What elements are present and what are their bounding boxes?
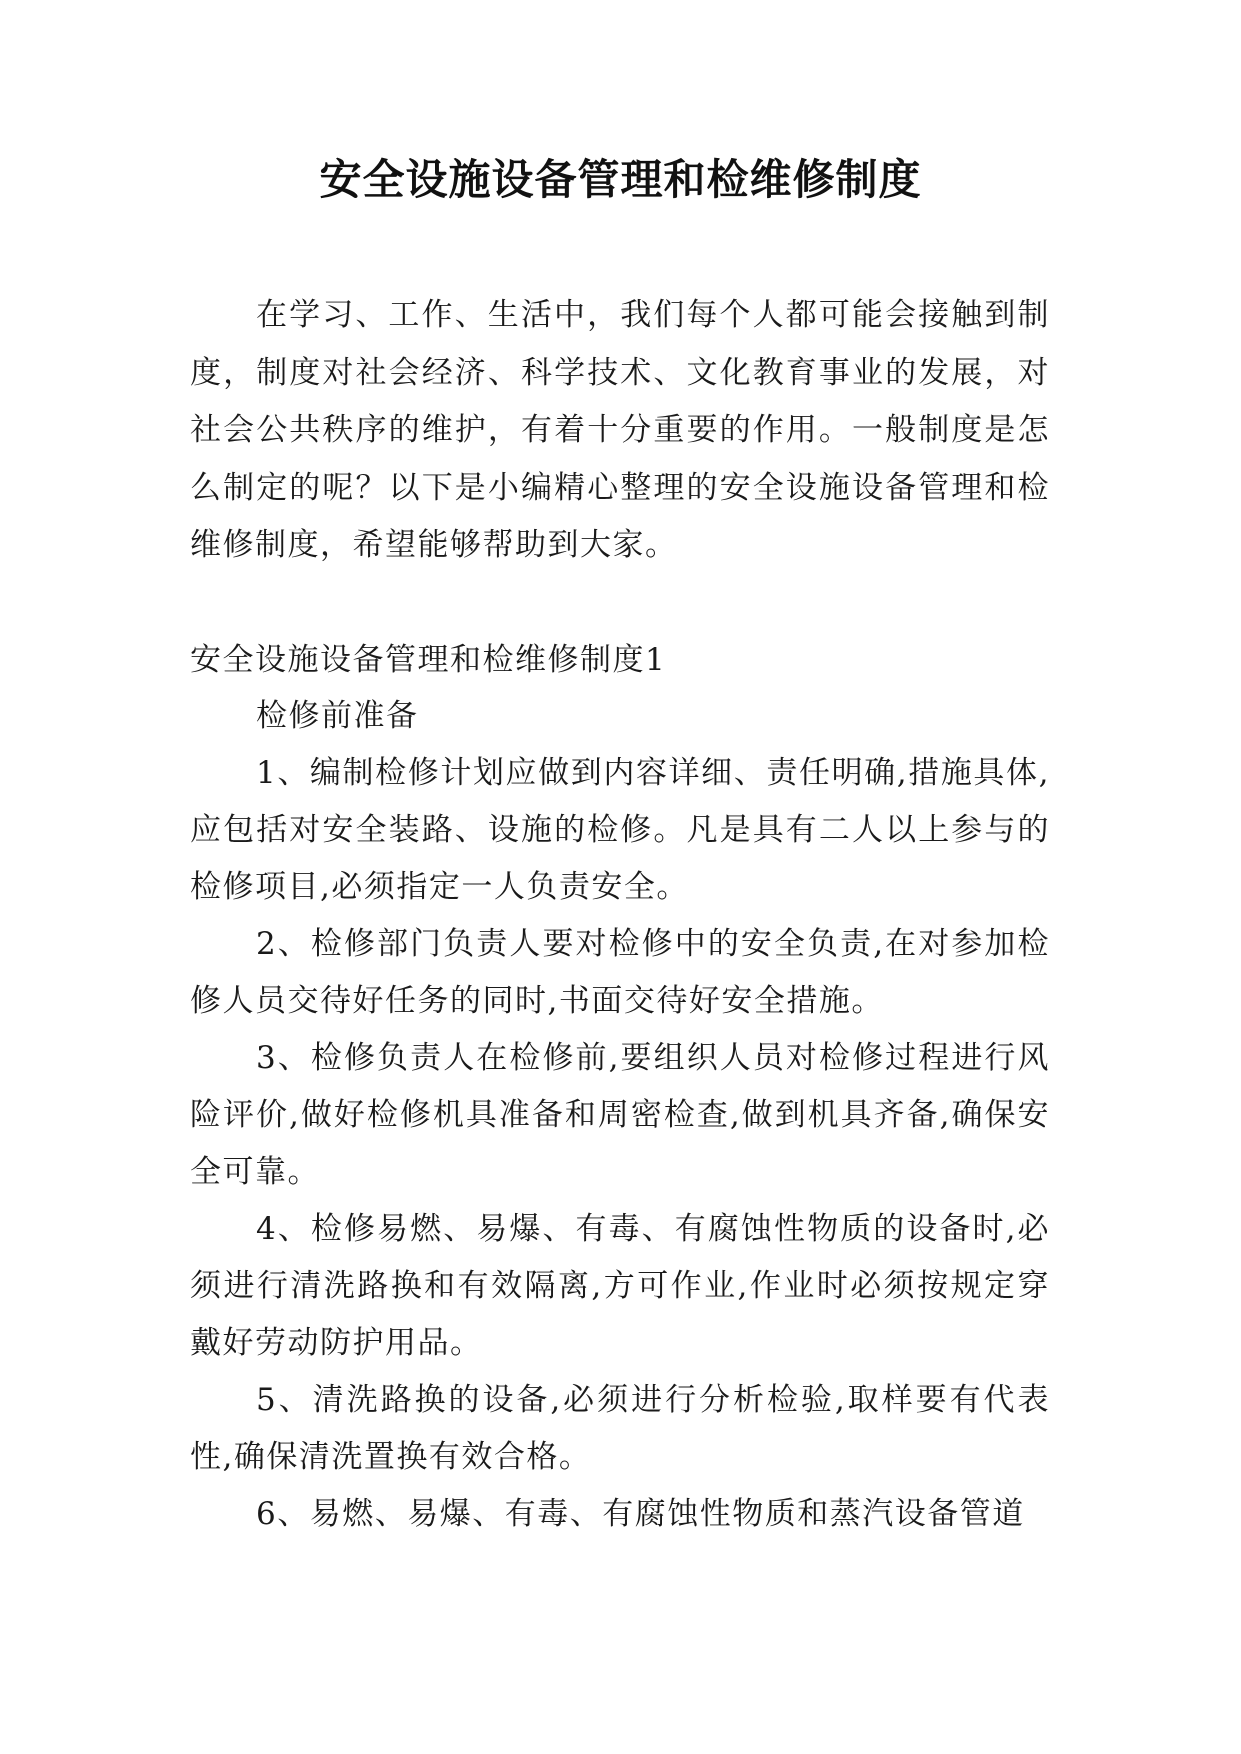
document-title: 安全设施设备管理和检维修制度: [319, 155, 922, 204]
list-item: 5、清洗路换的设备,必须进行分析检验,取样要有代表性,确保清洗置换有效合格。: [190, 1381, 1050, 1475]
list-item: 4、检修易燃、易爆、有毒、有腐蚀性物质的设备时,必须进行清洗路换和有效隔离,方可作业,作业时必须按规定穿戴好劳动防护用品。: [190, 1210, 1050, 1361]
list-item: 2、检修部门负责人要对检修中的安全负责,在对参加检修人员交待好任务的同时,书面交待好安全措施。: [190, 925, 1050, 1019]
list-item: 6、易燃、易爆、有毒、有腐蚀性物质和蒸汽设备管道: [256, 1495, 1025, 1532]
document-body: [190, 287, 1050, 1543]
section-heading: 安全设施设备管理和检维修制度1: [190, 641, 667, 678]
list-item: 3、检修负责人在检修前,要组织人员对检修过程进行风险评价,做好检修机具准备和周密检查,做到机具齐备,确保安全可靠。: [190, 1039, 1050, 1190]
intro-paragraph: 在学习、工作、生活中，我们每个人都可能会接触到制度，制度对社会经济、科学技术、文化教育事业的发展，对社会公共秩序的维护，有着十分重要的作用。一般制度是怎么制定的呢？以下是小编精心整理的安全设施设备管理和检维修制度，希望能够帮助到大家。: [190, 297, 1050, 563]
inspection-list: [190, 688, 1050, 1543]
list-item: 1、编制检修计划应做到内容详细、责任明确,措施具体,应包括对安全装路、设施的检修。凡是具有二人以上参与的检修项目,必须指定一人负责安全。: [190, 754, 1050, 905]
subheading: 检修前准备: [256, 697, 419, 734]
